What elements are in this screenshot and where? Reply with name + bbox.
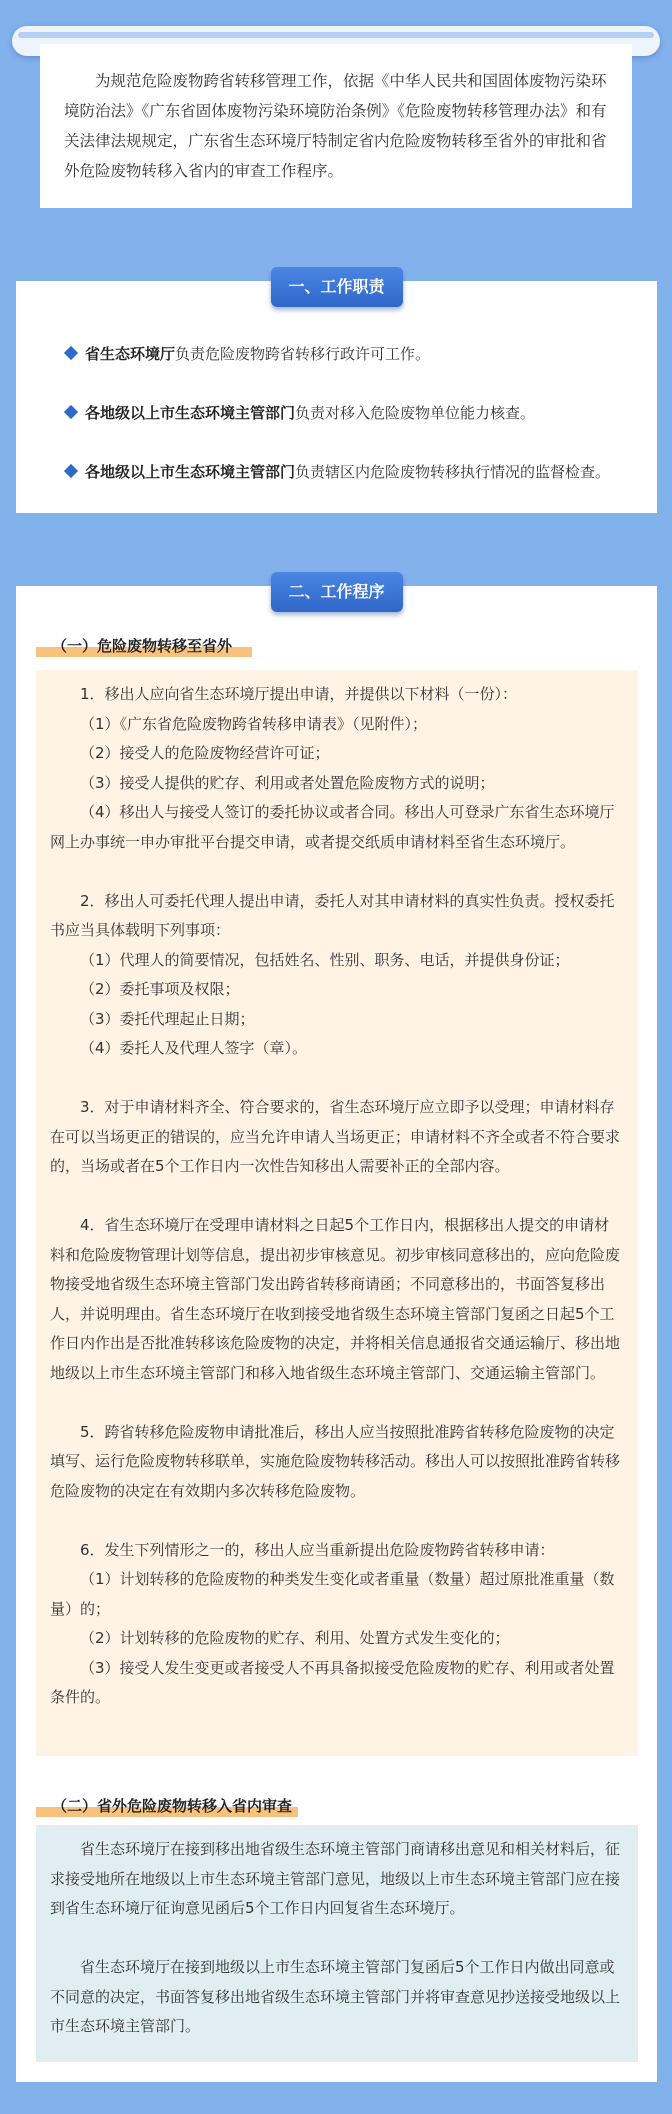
step-6-item: （1）计划转移的危险废物的种类发生变化或者重量（数量）超过原批准重量（数量）的； [50, 1570, 615, 1618]
step-1-item: （4）移出人与接受人签订的委托协议或者合同。移出人可登录广东省生态环境厅网上办事统一申办审批平台提交申请，或者提交纸质申请材料至省生态环境厅。 [50, 803, 615, 851]
procedures-header: 二、工作程序 [271, 572, 403, 612]
duty-text: 负责对移入危险废物单位能力核查。 [295, 404, 536, 422]
step-5: 5．跨省转移危险废物申请批准后，移出人应当按照批准跨省转移危险废物的决定填写、运行危险废物转移联单，实施危险废物转移活动。移出人可以按照批准跨省转移危险废物的决定在有效期内多次转移危险废物。 [50, 1422, 621, 1500]
diamond-bullet-icon [64, 464, 78, 478]
inbound-procedure-box [36, 1825, 638, 2062]
step-6-item: （3）接受人发生变更或者接受人不再具备拟接受危险废物的贮存、利用或者处置条件的。 [50, 1658, 615, 1706]
step-2-lead: 2．移出人可委托代理人提出申请，委托人对其申请材料的真实性负责。授权委托书应当具体载明下列事项： [50, 891, 615, 939]
step-2-item: （4）委托人及代理人签字（章）。 [80, 1039, 308, 1057]
step-2-item: （2）委托事项及权限； [80, 980, 240, 998]
duty-subject: 各地级以上市生态环境主管部门 [85, 404, 296, 422]
step-4: 4．省生态环境厅在受理申请材料之日起5个工作日内，根据移出人提交的申请材料和危险废物管理计划等信息，提出初步审核意见。初步审核同意移出的，应向危险废物接受地省级生态环境主管部门发出跨省转移商请函；不同意移出的，书面答复移出人，并说明理由。省生态环境厅在收到接受地省级生态环境主管部门复函之日起5个工作日内作出是否批准转移该危险废物的决定，并将相关信息通报省交通运输厅、移出地地级以上市生态环境主管部门和移入地省级生态环境主管部门、交通运输主管部门。 [50, 1216, 621, 1382]
step-6-lead: 6．发生下列情形之一的，移出人应当重新提出危险废物跨省转移申请： [80, 1540, 555, 1559]
duties-section [16, 277, 657, 513]
intro-panel [40, 44, 632, 208]
duty-text: 负责危险废物跨省转移行政许可工作。 [175, 345, 431, 363]
duties-list [66, 343, 646, 520]
diamond-bullet-icon [64, 405, 78, 419]
duty-item [66, 343, 646, 365]
step-3: 3．对于申请材料齐全、符合要求的，省生态环境厅应立即予以受理；申请材料存在可以当场更正的错误的，应当允许申请人当场更正；申请材料不齐全或者不符合要求的，当场或者在5个工作日内一次性告知移出人需要补正的全部内容。 [50, 1098, 621, 1175]
inbound-paragraph: 省生态环境厅在接到地级以上市生态环境主管部门复函后5个工作日内做出同意或不同意的决定，书面答复移出地省级生态环境主管部门并将审查意见抄送接受地级以上市生态环境主管部门。 [50, 1958, 621, 2035]
step-6-item: （2）计划转移的危险废物的贮存、利用、处置方式发生变化的； [80, 1629, 510, 1647]
step-1-item: （3）接受人提供的贮存、利用或者处置危险废物方式的说明； [80, 773, 495, 792]
intro-text: 为规范危险废物跨省转移管理工作，依据《中华人民共和国固体废物污染环境防治法》《广东省固体废物污染环境防治条例》《危险废物转移管理办法》和有关法律法规规定，广东省生态环境厅特制定省内危险废物转移至省外的审批和省外危险废物转移入省内的审查工作程序。 [64, 72, 607, 180]
step-2-item: （3）委托代理起止日期； [80, 1009, 255, 1028]
step-1-lead: 1．移出人应向省生态环境厅提出申请，并提供以下材料（一份）： [80, 685, 518, 703]
inbound-paragraph: 省生态环境厅在接到移出地省级生态环境主管部门商请移出意见和相关材料后，征求接受地所在地级以上市生态环境主管部门意见，地级以上市生态环境主管部门应在接到省生态环境厅征询意见函后5个工作日内回复省生态环境厅。 [50, 1840, 621, 1917]
diamond-bullet-icon [64, 346, 78, 360]
step-1-item: （2）接受人的危险废物经营许可证； [80, 744, 330, 762]
procedures-section [16, 582, 657, 2082]
step-2-item: （1）代理人的简要情况，包括姓名、性别、职务、电话，并提供身份证； [80, 950, 570, 969]
duty-text: 负责辖区内危险废物转移执行情况的监督检查。 [295, 463, 611, 481]
subsection-title-outbound: （一）危险废物转移至省外 [36, 635, 252, 657]
duty-item [66, 461, 646, 483]
duties-header: 一、工作职责 [271, 267, 403, 307]
step-1-item: （1）《广东省危险废物跨省转移申请表》（见附件）； [80, 714, 428, 733]
outbound-procedure-box [36, 670, 638, 1756]
duty-subject: 各地级以上市生态环境主管部门 [85, 463, 296, 481]
duty-subject: 省生态环境厅 [85, 345, 176, 363]
subsection-title-inbound: （二）省外危险废物转移入省内审查 [36, 1795, 298, 1817]
duty-item [66, 402, 646, 424]
